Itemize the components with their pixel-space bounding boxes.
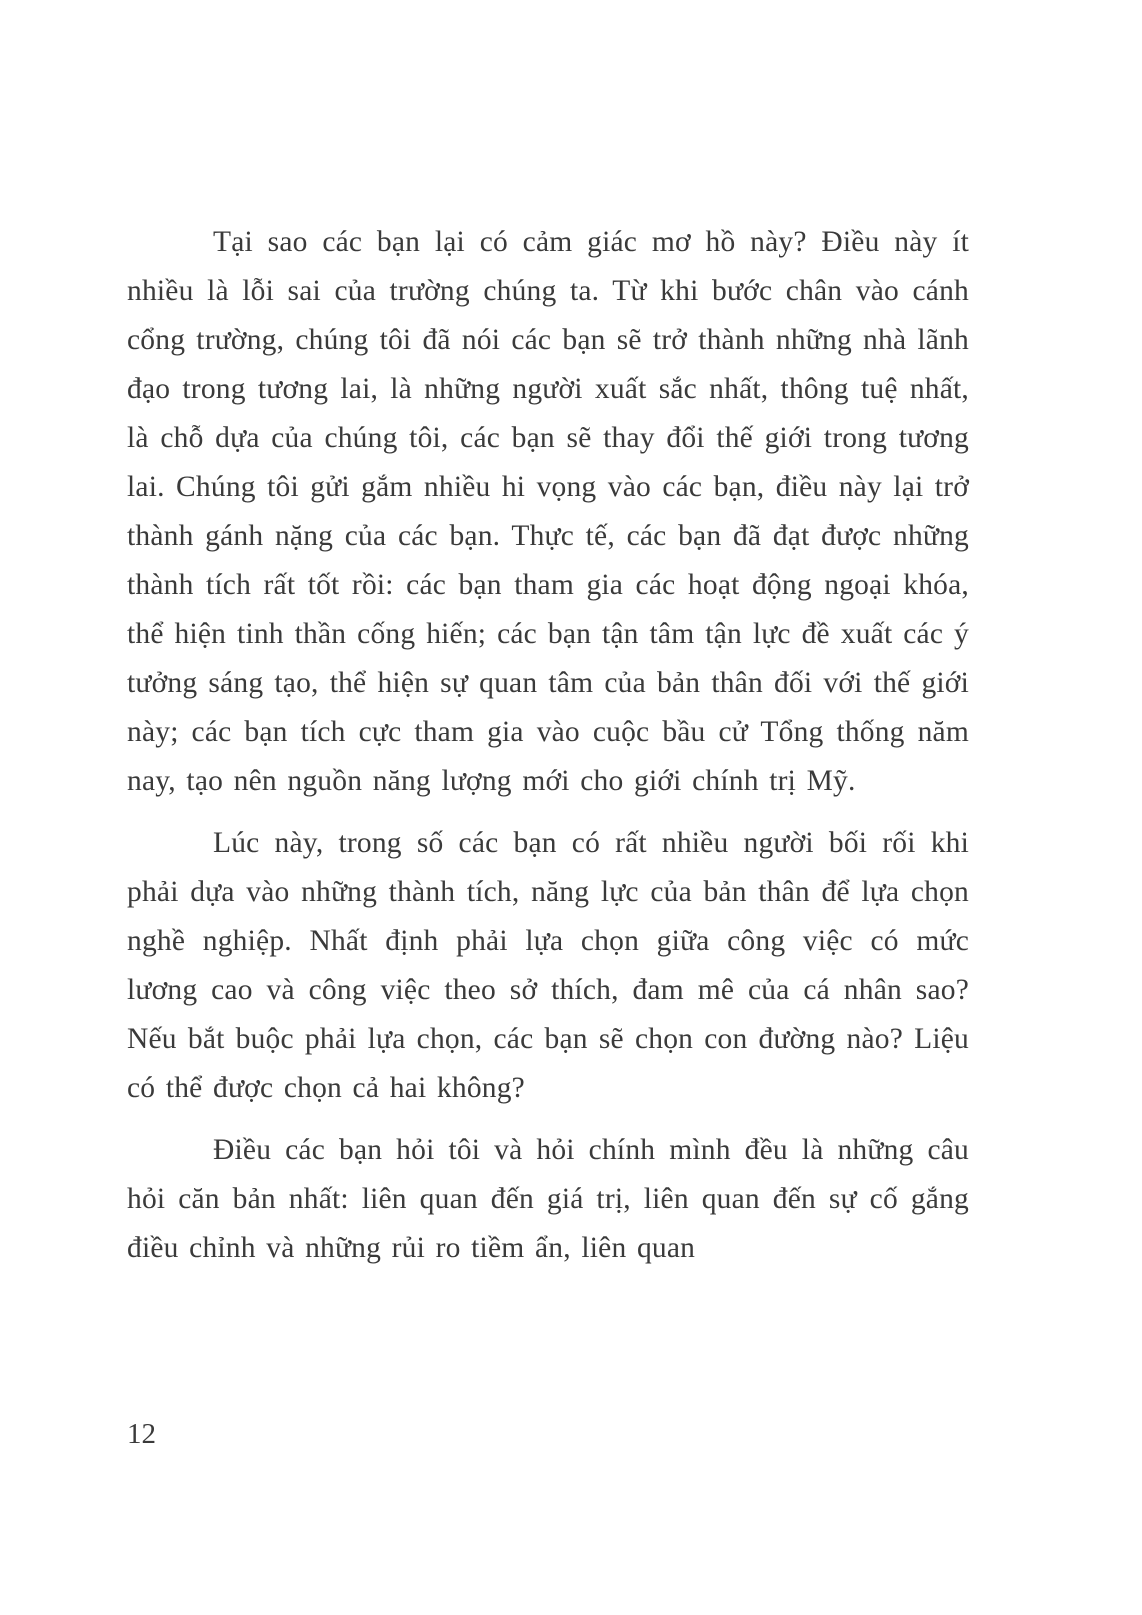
paragraph: Điều các bạn hỏi tôi và hỏi chính mình đều là những câu hỏi căn bản nhất: liên quan đến giá trị, liên quan đến sự cố gắng điều chỉnh và những rủi ro tiềm ẩn, liên quan: [127, 1134, 969, 1264]
page-text-block: [127, 218, 969, 1286]
page-number: 12: [127, 1418, 156, 1450]
paragraph: Tại sao các bạn lại có cảm giác mơ hồ này? Điều này ít nhiều là lỗi sai của trường chúng ta. Từ khi bước chân vào cánh cổng trường, chúng tôi đã nói các bạn sẽ trở thành những nhà lãnh đạo trong tương lai, là những người xuất sắc nhất, thông tuệ nhất, là chỗ dựa của chúng tôi, các bạn sẽ thay đổi thế giới trong tương lai. Chúng tôi gửi gắm nhiều hi vọng vào các bạn, điều này lại trở thành gánh nặng của các bạn. Thực tế, các bạn đã đạt được những thành tích rất tốt rồi: các bạn tham gia các hoạt động ngoại khóa, thể hiện tinh thần cống hiến; các bạn tận tâm tận lực đề xuất các ý tưởng sáng tạo, thể hiện sự quan tâm của bản thân đối với thế giới này; các bạn tích cực tham gia vào cuộc bầu cử Tổng thống năm nay, tạo nên nguồn năng lượng mới cho giới chính trị Mỹ.: [127, 226, 969, 797]
paragraph: Lúc này, trong số các bạn có rất nhiều người bối rối khi phải dựa vào những thành tích, năng lực của bản thân để lựa chọn nghề nghiệp. Nhất định phải lựa chọn giữa công việc có mức lương cao và công việc theo sở thích, đam mê của cá nhân sao? Nếu bắt buộc phải lựa chọn, các bạn sẽ chọn con đường nào? Liệu có thể được chọn cả hai không?: [127, 827, 969, 1104]
